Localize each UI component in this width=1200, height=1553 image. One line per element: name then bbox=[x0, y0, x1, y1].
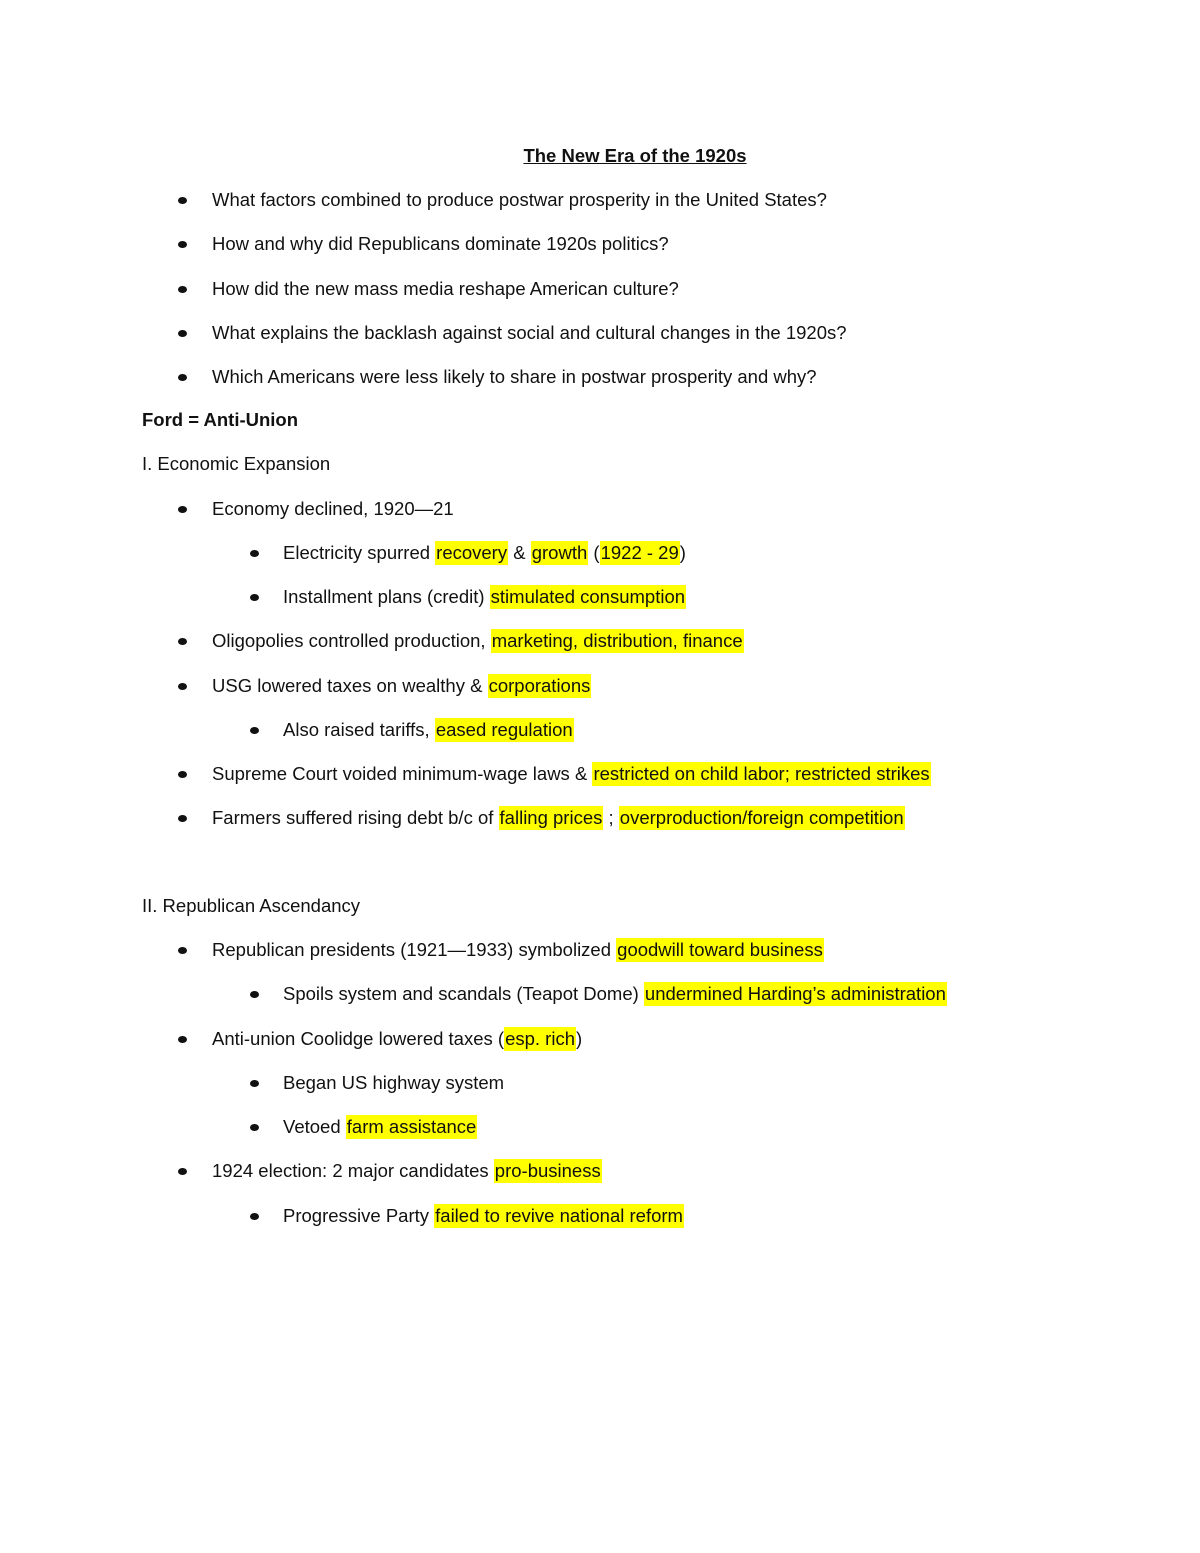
bullet-icon bbox=[178, 197, 187, 204]
list-item: Farmers suffered rising debt b/c of falling prices ; overproduction/foreign competition bbox=[212, 804, 905, 832]
question-text: Which Americans were less likely to share in postwar prosperity and why? bbox=[212, 366, 817, 387]
list-item: Electricity spurred recovery & growth (1922 - 29) bbox=[283, 539, 686, 567]
question-text: What factors combined to produce postwar prosperity in the United States? bbox=[212, 189, 827, 210]
list-item: USG lowered taxes on wealthy & corporations bbox=[212, 672, 591, 700]
question-1 bbox=[212, 186, 827, 214]
bullet-icon bbox=[250, 1124, 259, 1131]
question-4 bbox=[212, 319, 847, 347]
bullet-icon bbox=[178, 1036, 187, 1043]
bullet-icon bbox=[250, 727, 259, 734]
highlight: growth bbox=[531, 542, 588, 563]
list-item: Economy declined, 1920—21 bbox=[212, 495, 454, 523]
question-text: How did the new mass media reshape American culture? bbox=[212, 278, 679, 299]
bullet-icon bbox=[250, 1080, 259, 1087]
bullet-icon bbox=[250, 550, 259, 557]
highlight: goodwill toward business bbox=[617, 939, 823, 960]
bullet-icon bbox=[178, 374, 187, 381]
highlight: failed to revive national reform bbox=[435, 1205, 683, 1226]
page-title: The New Era of the 1920s bbox=[523, 145, 747, 166]
list-item: Republican presidents (1921—1933) symbolized goodwill toward business bbox=[212, 936, 824, 964]
bullet-icon bbox=[178, 947, 187, 954]
list-item: Also raised tariffs, eased regulation bbox=[283, 716, 574, 744]
bullet-icon bbox=[178, 771, 187, 778]
section-heading-economic: I. Economic Expansion bbox=[142, 453, 331, 474]
question-5 bbox=[212, 363, 817, 391]
highlight: 1922 - 29 bbox=[600, 542, 679, 563]
bullet-icon bbox=[178, 683, 187, 690]
list-item: Supreme Court voided minimum-wage laws & restricted on child labor; restricted strikes bbox=[212, 760, 931, 788]
highlight: undermined Harding’s administration bbox=[644, 983, 946, 1004]
highlight: marketing, distribution, finance bbox=[491, 630, 743, 651]
bullet-icon bbox=[178, 330, 187, 337]
highlight: recovery bbox=[436, 542, 508, 563]
highlight: overproduction/foreign competition bbox=[619, 807, 904, 828]
bullet-icon bbox=[250, 594, 259, 601]
highlight: esp. rich bbox=[505, 1028, 575, 1049]
question-text: How and why did Republicans dominate 1920s politics? bbox=[212, 233, 669, 254]
section-heading-republican: II. Republican Ascendancy bbox=[142, 895, 361, 916]
highlight: corporations bbox=[488, 675, 591, 696]
question-2 bbox=[212, 230, 669, 258]
list-item: Anti-union Coolidge lowered taxes (esp. rich) bbox=[212, 1025, 582, 1053]
list-item: Began US highway system bbox=[283, 1069, 504, 1097]
bullet-icon bbox=[178, 815, 187, 822]
highlight: falling prices bbox=[499, 807, 603, 828]
highlight: pro-business bbox=[494, 1160, 601, 1181]
bullet-icon bbox=[178, 241, 187, 248]
question-3 bbox=[212, 275, 679, 303]
list-item: 1924 election: 2 major candidates pro-business bbox=[212, 1157, 602, 1185]
bullet-icon bbox=[178, 638, 187, 645]
bullet-icon bbox=[250, 991, 259, 998]
list-item: Oligopolies controlled production, marketing, distribution, finance bbox=[212, 627, 744, 655]
list-item: Installment plans (credit) stimulated consumption bbox=[283, 583, 686, 611]
bullet-icon bbox=[178, 506, 187, 513]
question-text: What explains the backlash against social and cultural changes in the 1920s? bbox=[212, 322, 847, 343]
highlight: eased regulation bbox=[435, 719, 573, 740]
highlight: farm assistance bbox=[346, 1116, 477, 1137]
bullet-icon bbox=[178, 286, 187, 293]
list-item: Vetoed farm assistance bbox=[283, 1113, 477, 1141]
note-ford: Ford = Anti-Union bbox=[142, 409, 299, 430]
highlight: restricted on child labor; restricted strikes bbox=[593, 763, 930, 784]
list-item: Spoils system and scandals (Teapot Dome) undermined Harding’s administration bbox=[283, 980, 947, 1008]
bullet-icon bbox=[178, 1168, 187, 1175]
highlight: stimulated consumption bbox=[490, 586, 686, 607]
bullet-icon bbox=[250, 1213, 259, 1220]
list-item: Progressive Party failed to revive national reform bbox=[283, 1202, 684, 1230]
